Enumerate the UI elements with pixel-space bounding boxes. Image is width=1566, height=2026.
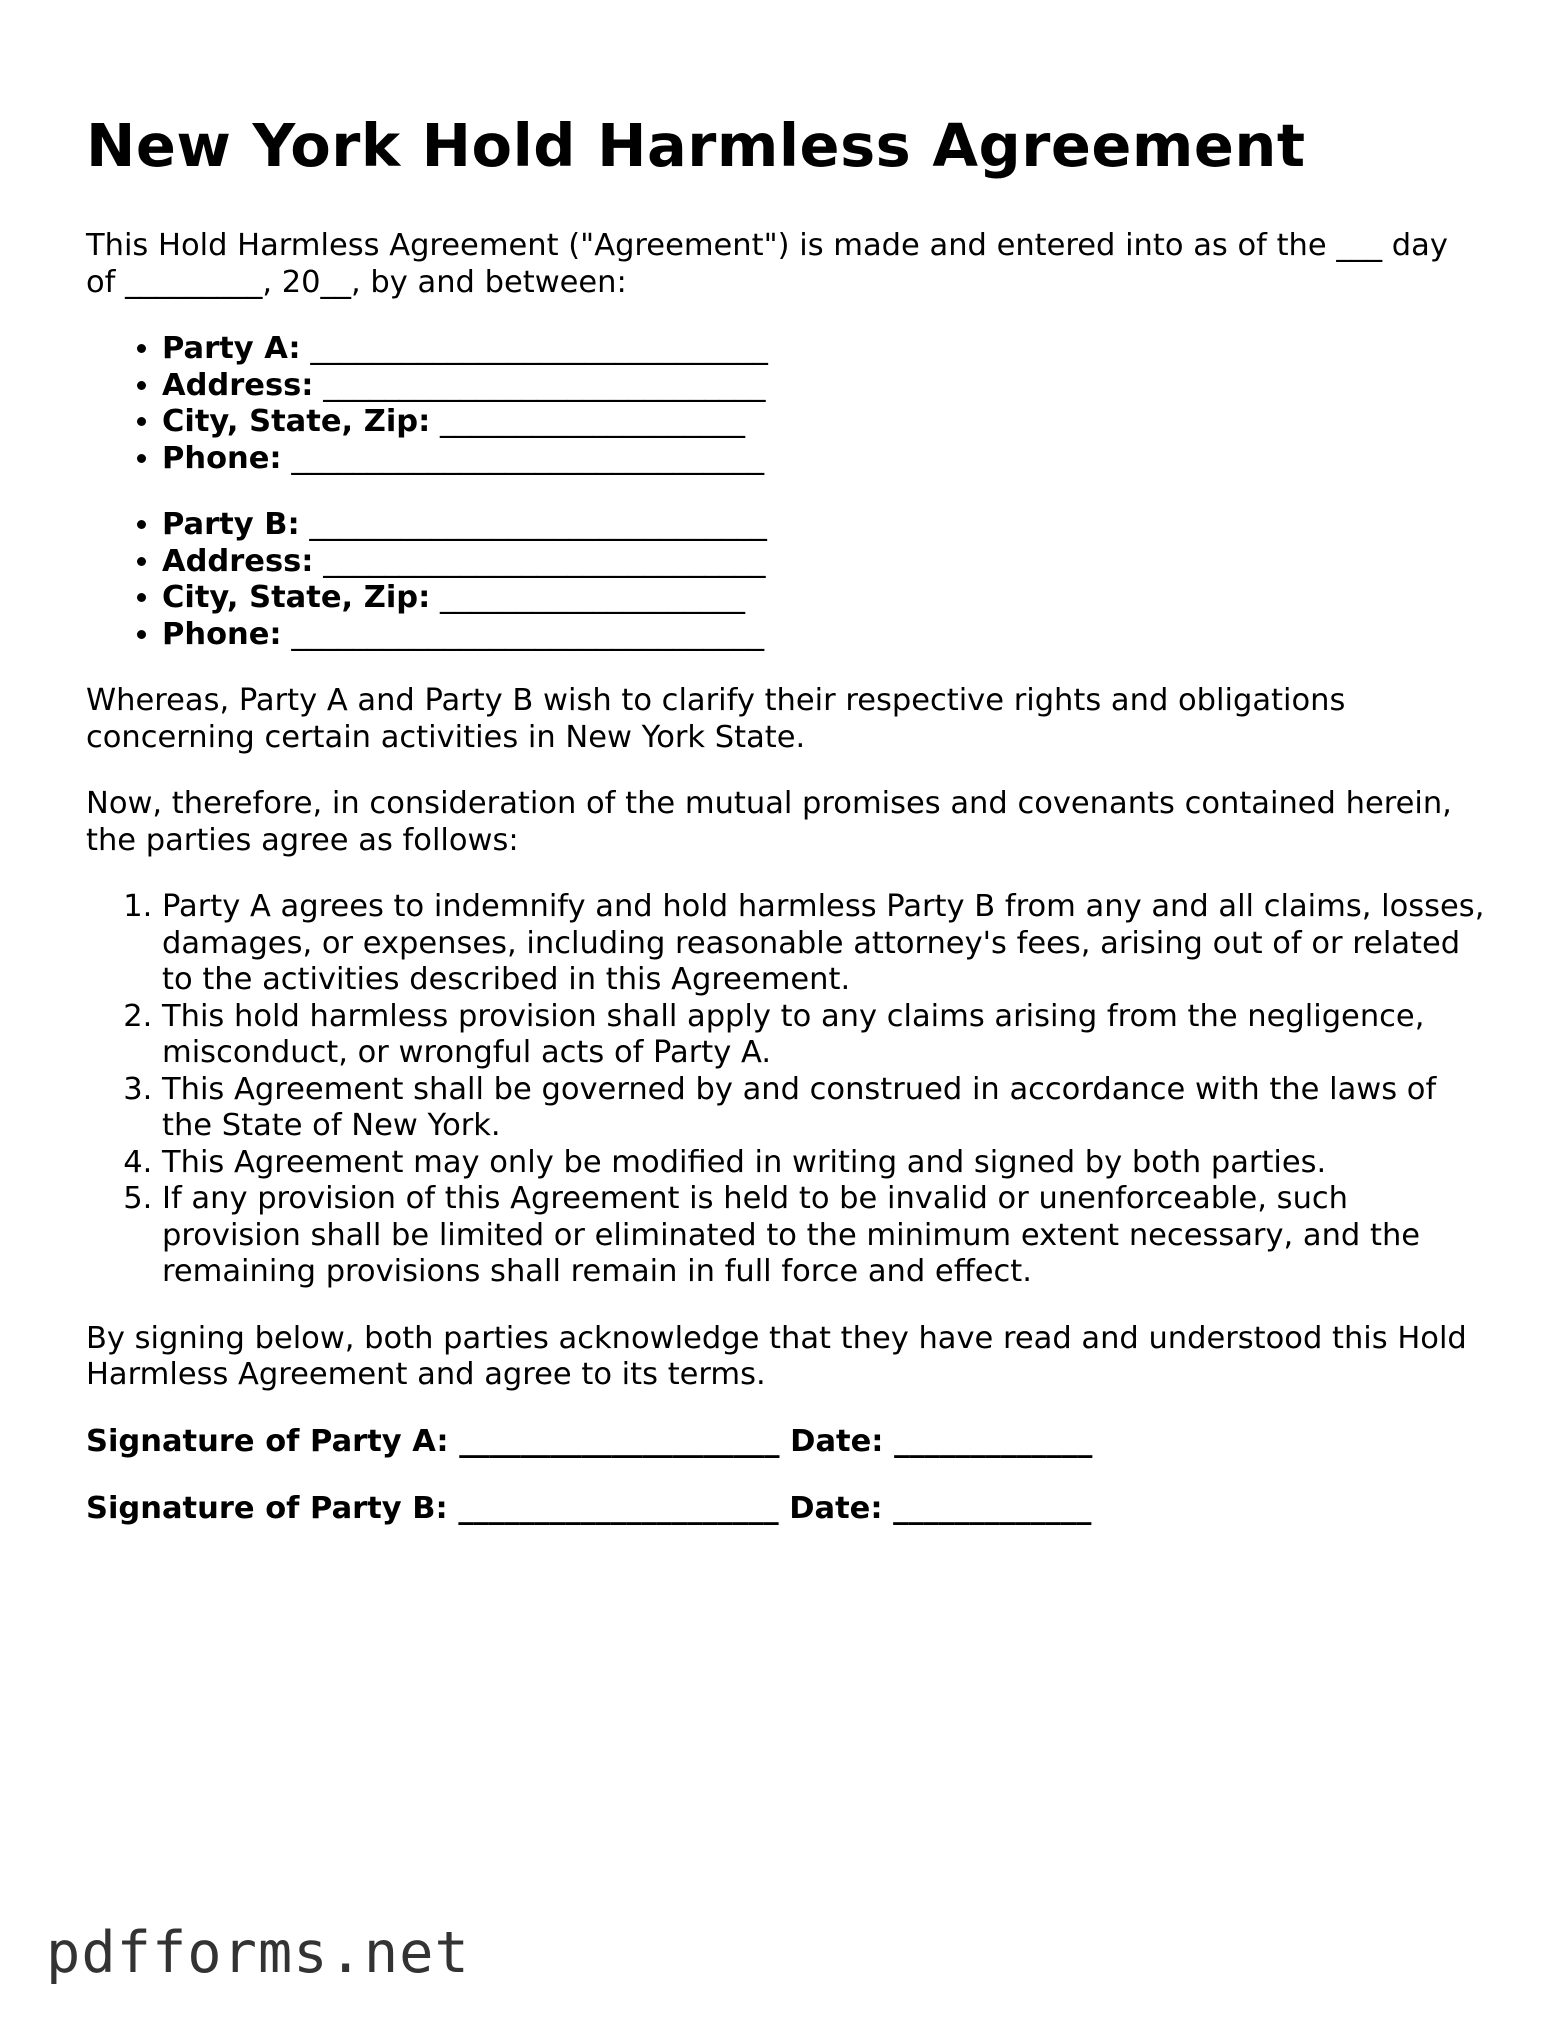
party-a-phone-item xyxy=(162,441,1486,478)
term-item: 4. This Agreement may only be modified in writing and signed by both parties. xyxy=(162,1145,1486,1182)
field-label: Party A: xyxy=(162,331,301,366)
field-label: City, State, Zip: xyxy=(162,580,431,615)
fill-in-blank[interactable]: ______________________________ xyxy=(310,331,768,366)
party-a-address-item xyxy=(162,368,1486,405)
party-b-name-item xyxy=(162,507,1486,544)
document-page xyxy=(86,104,1486,1528)
fill-in-blank[interactable]: ____________________ xyxy=(440,404,746,439)
party-a-name-item xyxy=(162,331,1486,368)
fill-in-blank[interactable]: _____________________________ xyxy=(323,543,766,579)
field-label: City, State, Zip: xyxy=(162,404,431,439)
whereas-paragraph: Whereas, Party A and Party B wish to clarify their respective rights and obligations concerning certain activities in New York State. xyxy=(86,683,1346,755)
field-label: Address: xyxy=(162,543,314,579)
field-label: Phone: xyxy=(162,616,282,652)
term-item: 1. Party A agrees to indemnify and hold harmless Party B from any and all claims, losses, damages, or expenses, including reasonable attorney's fees, arising out of or related to the activities described in this Agreement. xyxy=(162,889,1486,999)
party-a-city-item xyxy=(162,404,1486,441)
pdfforms-watermark: pdfforms.net xyxy=(46,1920,470,1986)
document-title: New York Hold Harmless Agreement xyxy=(86,111,1306,180)
acknowledgement-paragraph: By signing below, both parties acknowledge that they have read and understood this Hold Harmless Agreement and agree to its terms. xyxy=(86,1320,1467,1392)
party-b-details xyxy=(86,507,1486,653)
fill-in-blank[interactable]: ______________________________ xyxy=(309,507,767,542)
fill-in-blank[interactable]: ____________________ xyxy=(440,580,746,615)
signature-line-party-b[interactable]: Signature of Party B: _____________________ Date: _____________ xyxy=(86,1491,1092,1526)
party-b-address-item xyxy=(162,544,1486,581)
term-item: 5. If any provision of this Agreement is held to be invalid or unenforceable, such provision shall be limited or eliminated to the minimum extent necessary, and the remaining provisions shall remain in full force and effect. xyxy=(162,1181,1486,1291)
fill-in-blank[interactable]: _______________________________ xyxy=(291,440,765,476)
term-item: 2. This hold harmless provision shall apply to any claims arising from the negligence, misconduct, or wrongful acts of Party A. xyxy=(162,999,1486,1072)
party-a-details xyxy=(86,331,1486,477)
field-label: Address: xyxy=(162,367,314,403)
field-label: Party B: xyxy=(162,507,300,542)
field-label: Phone: xyxy=(162,440,282,476)
term-item: 3. This Agreement shall be governed by and construed in accordance with the laws of the State of New York. xyxy=(162,1072,1486,1145)
signature-line-party-a[interactable]: Signature of Party A: _____________________ Date: _____________ xyxy=(86,1423,1093,1459)
intro-paragraph: This Hold Harmless Agreement ("Agreement") is made and entered into as of the ___ day of _________, 20__, by and between: xyxy=(86,228,1448,300)
now-therefore-paragraph: Now, therefore, in consideration of the mutual promises and covenants contained herein, the parties agree as follows: xyxy=(86,786,1452,858)
party-b-phone-item xyxy=(162,617,1486,654)
party-b-city-item xyxy=(162,580,1486,617)
fill-in-blank[interactable]: _______________________________ xyxy=(291,616,765,652)
terms-list xyxy=(86,889,1486,1291)
fill-in-blank[interactable]: _____________________________ xyxy=(323,367,766,403)
